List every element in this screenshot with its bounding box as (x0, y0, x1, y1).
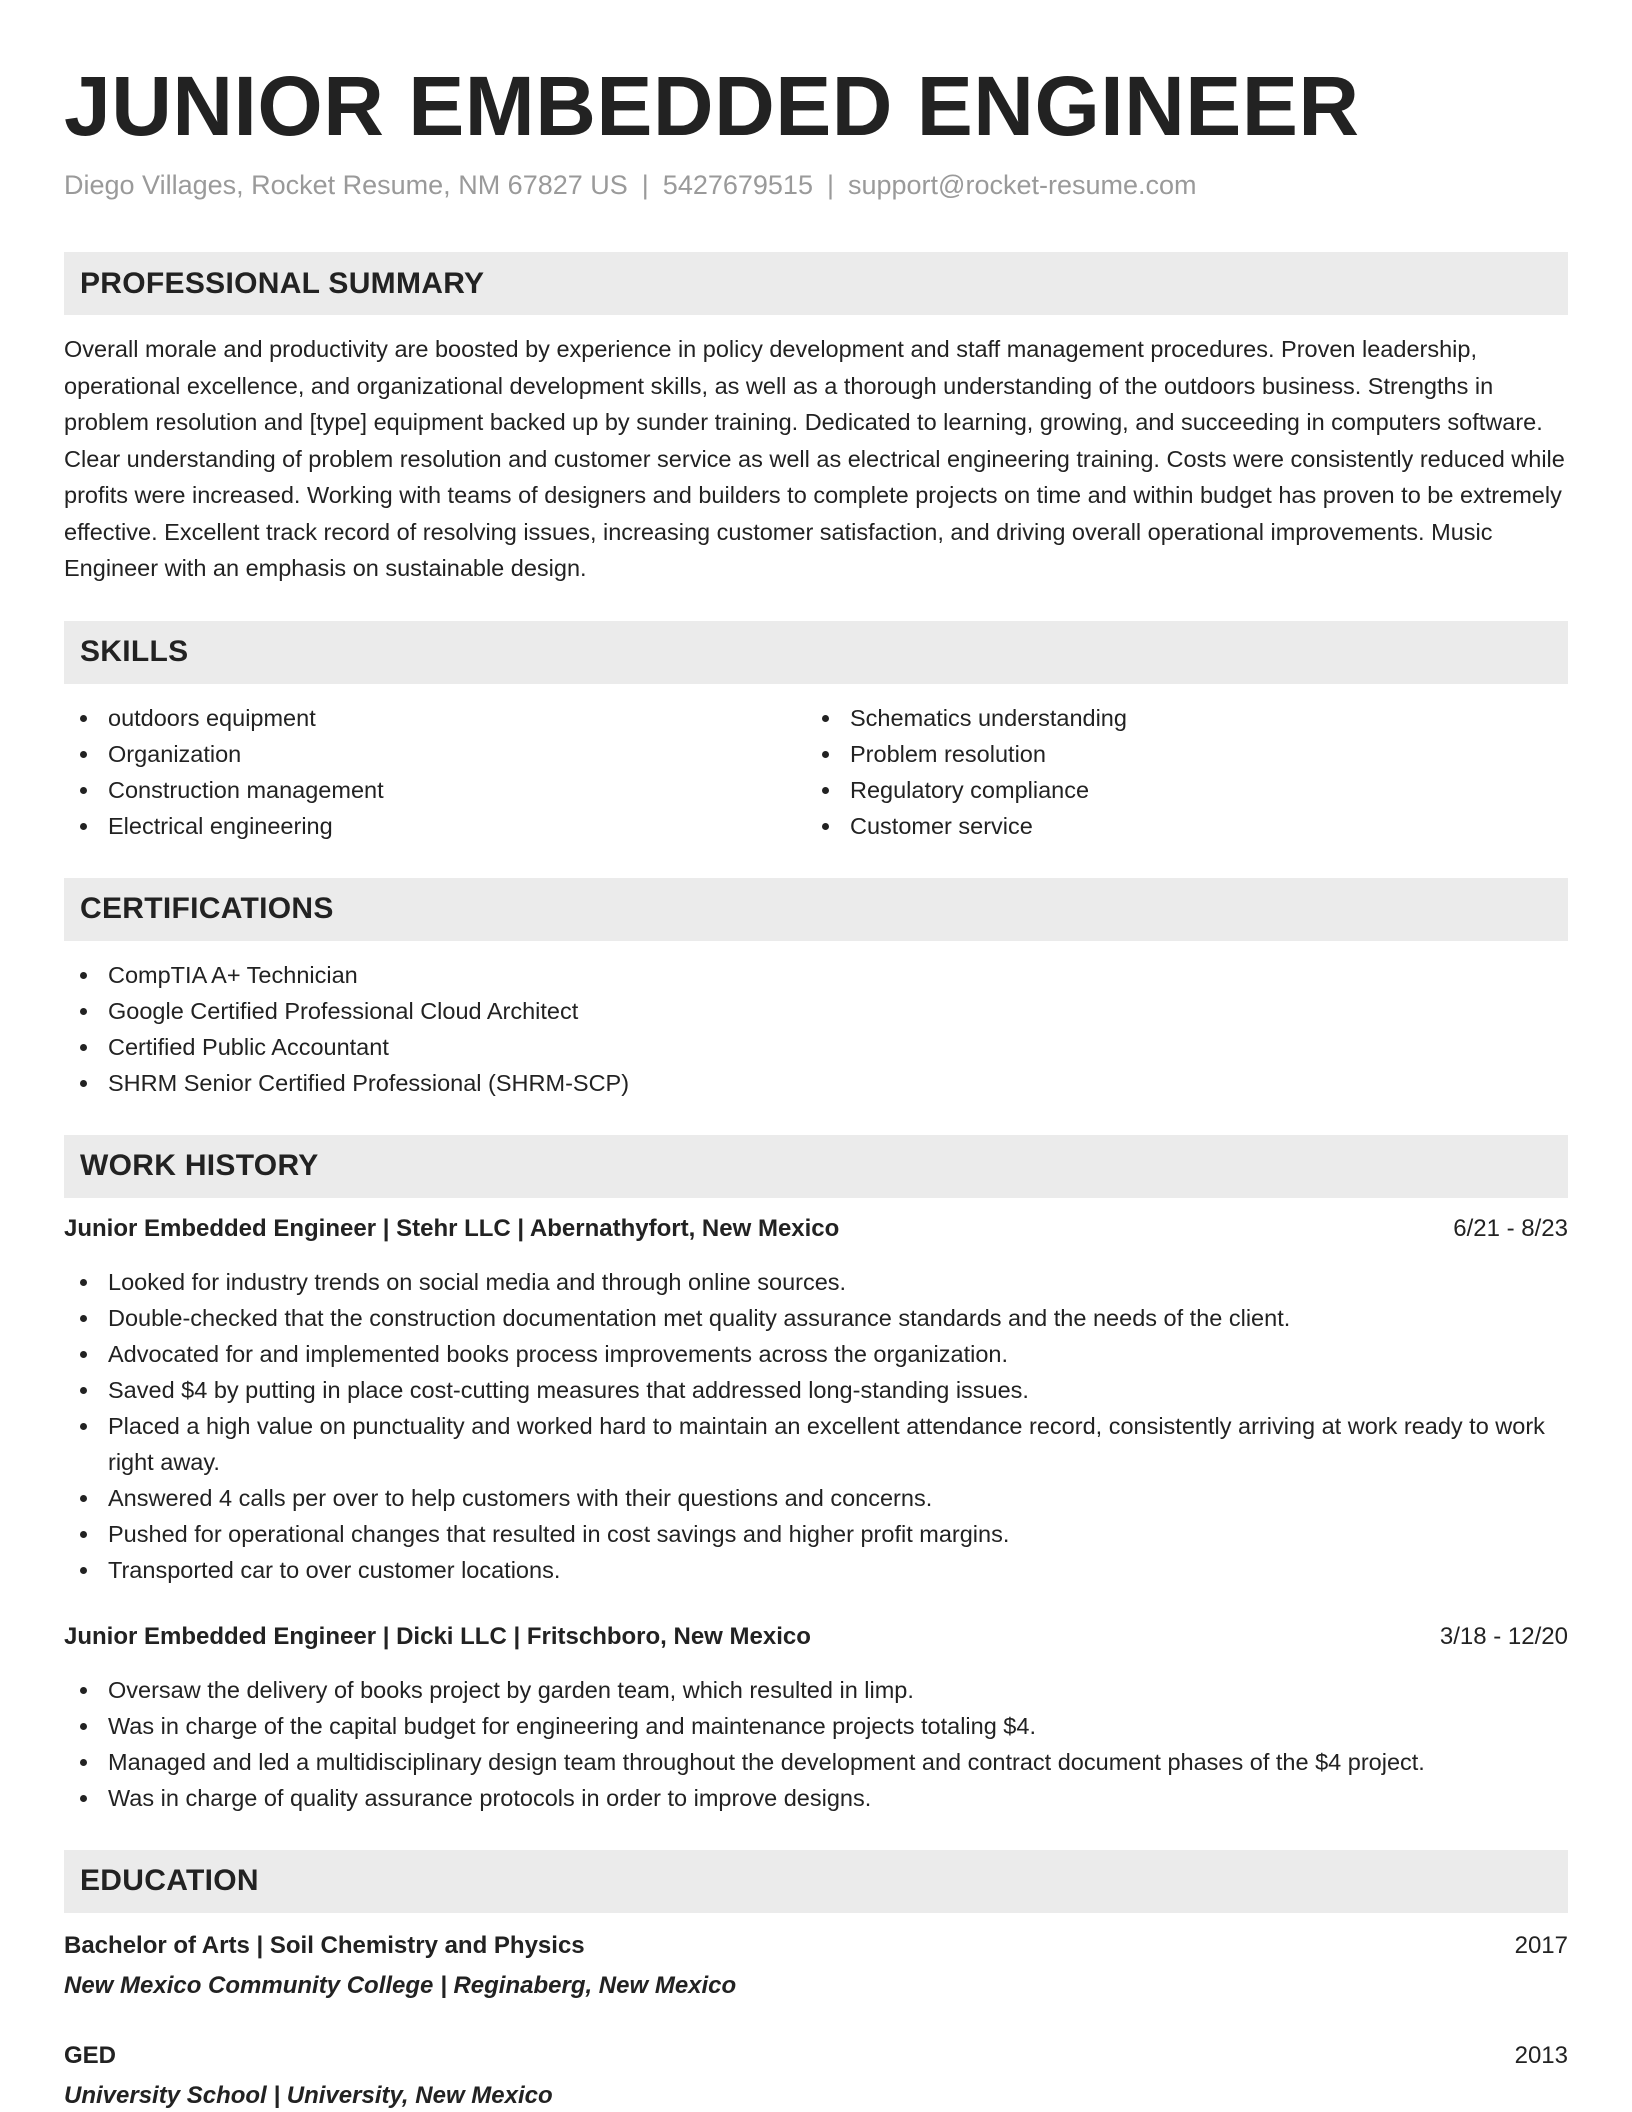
job-header (64, 1620, 1568, 1654)
job-header (64, 1212, 1568, 1246)
education-heading: EDUCATION (64, 1850, 1568, 1913)
job-bullet-list (64, 1264, 1568, 1588)
certification-item: CompTIA A+ Technician (64, 957, 1568, 993)
education-school: New Mexico Community College | Reginaberg, New Mexico (64, 1971, 737, 1999)
job-bullet: Pushed for operational changes that resulted in cost savings and higher profit margins. (64, 1516, 1568, 1552)
job-bullet: Looked for industry trends on social media and through online sources. (64, 1264, 1568, 1300)
job-bullet-list (64, 1672, 1568, 1816)
job-bullet: Oversaw the delivery of books project by garden team, which resulted in limp. (64, 1672, 1568, 1708)
job-bullet: Placed a high value on punctuality and worked hard to maintain an excellent attendance record, consistently arriving at work ready to work right away. (64, 1408, 1568, 1480)
job-title: Junior Embedded Engineer | Stehr LLC | Abernathyfort, New Mexico (64, 1214, 840, 1242)
skill-item: Regulatory compliance (806, 772, 1548, 808)
education-header (64, 2039, 1568, 2073)
job-bullet: Transported car to over customer locations. (64, 1552, 1568, 1588)
skill-item: outdoors equipment (64, 700, 806, 736)
education-school: University School | University, New Mexico (64, 2081, 553, 2109)
job-bullet: Was in charge of quality assurance protocols in order to improve designs. (64, 1780, 1568, 1816)
work-history-heading: WORK HISTORY (64, 1135, 1568, 1198)
contact-phone: 5427679515 (662, 170, 813, 200)
summary-text: Overall morale and productivity are boosted by experience in policy development and staff management procedures. Proven leadership, operational excellence, and organizational development skills, as well as a thorough understanding of the outdoors business. Strengths in problem resolution and [type] equipment backed up by sunder training. Dedicated to learning, growing, and succeeding in computers software. Clear understanding of problem resolution and customer service as well as electrical engineering training. Costs were consistently reduced while profits were increased. Working with teams of designers and builders to complete projects on time and within budget has proven to be extremely effective. Excellent track record of resolving issues, increasing customer satisfaction, and driving overall operational improvements. Music Engineer with an emphasis on sustainable design. (64, 336, 1565, 581)
certifications-heading: CERTIFICATIONS (64, 878, 1568, 941)
contact-email: support@rocket-resume.com (847, 170, 1197, 200)
education-degree: GED (64, 2041, 117, 2069)
job-bullet: Double-checked that the construction documentation met quality assurance standards and the needs of the client. (64, 1300, 1568, 1336)
education-year: 2017 (1514, 1931, 1568, 1959)
skill-item: Customer service (806, 808, 1548, 844)
skill-item: Construction management (64, 772, 806, 808)
certification-item: Certified Public Accountant (64, 1029, 1568, 1065)
resume-name: JUNIOR EMBEDDED ENGINEER (64, 59, 1360, 153)
contact-line (64, 168, 1568, 202)
resume-content (64, 0, 1568, 2112)
contact-separator: | (826, 170, 834, 200)
job-dates: 6/21 - 8/23 (1453, 1214, 1568, 1242)
job-bullet: Advocated for and implemented books process improvements across the organization. (64, 1336, 1568, 1372)
job-dates: 3/18 - 12/20 (1439, 1622, 1568, 1650)
skills-right-list (806, 700, 1548, 844)
education-header (64, 1929, 1568, 1963)
skill-item: Organization (64, 736, 806, 772)
skill-item: Electrical engineering (64, 808, 806, 844)
certifications-list (64, 957, 1568, 1101)
certification-item: SHRM Senior Certified Professional (SHRM-SCP) (64, 1065, 1568, 1101)
summary-heading: PROFESSIONAL SUMMARY (64, 252, 1568, 315)
job-bullet: Saved $4 by putting in place cost-cutting measures that addressed long-standing issues. (64, 1372, 1568, 1408)
job-title: Junior Embedded Engineer | Dicki LLC | Fritschboro, New Mexico (64, 1622, 811, 1650)
skills-left-list (64, 700, 806, 844)
skill-item: Schematics understanding (806, 700, 1548, 736)
skill-item: Problem resolution (806, 736, 1548, 772)
skills-grid (64, 700, 1568, 844)
certification-item: Google Certified Professional Cloud Architect (64, 993, 1568, 1029)
contact-address: Diego Villages, Rocket Resume, NM 67827 US (64, 170, 628, 200)
job-bullet: Was in charge of the capital budget for engineering and maintenance projects totaling $4. (64, 1708, 1568, 1744)
job-bullet: Answered 4 calls per over to help customers with their questions and concerns. (64, 1480, 1568, 1516)
skills-heading: SKILLS (64, 621, 1568, 684)
education-year: 2013 (1514, 2041, 1568, 2069)
contact-separator: | (641, 170, 649, 200)
job-bullet: Managed and led a multidisciplinary design team throughout the development and contract document phases of the $4 project. (64, 1744, 1568, 1780)
education-degree: Bachelor of Arts | Soil Chemistry and Physics (64, 1931, 585, 1959)
